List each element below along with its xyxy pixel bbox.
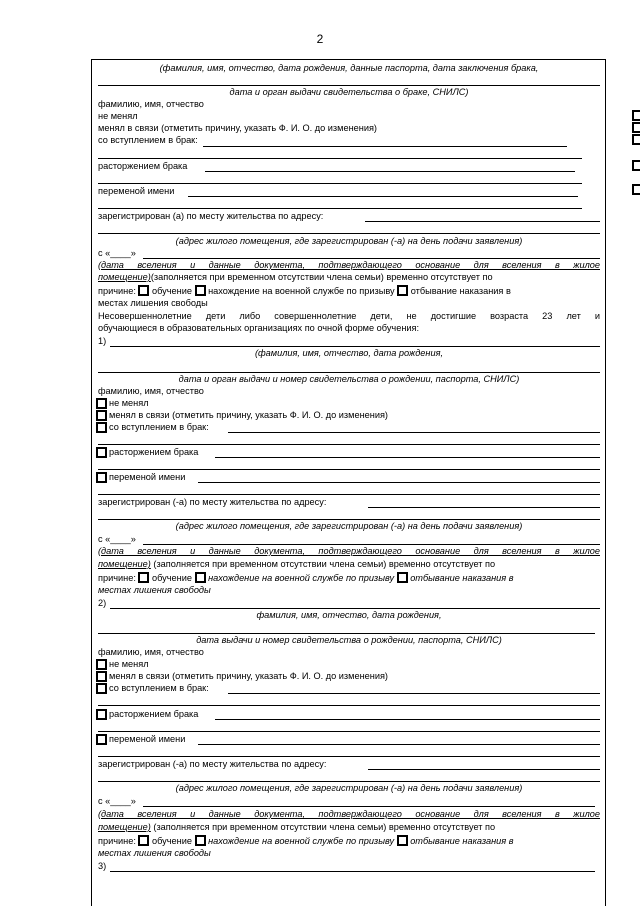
child1-marriage-checkbox[interactable] [96,422,107,433]
margin-checkbox[interactable] [632,160,640,171]
child1-fio-label: фамилию, имя, отчество [98,386,204,396]
spouse-divorce: расторжением брака [98,161,188,171]
child2-prison-checkbox[interactable] [397,835,408,846]
child1-name-change-field[interactable] [198,482,600,483]
spouse-cert-caption: дата и орган выдачи свидетельства о браке, СНИЛС) [229,87,469,97]
spouse-since: с «____» [98,248,136,258]
child2-prison: отбывание наказания в [410,836,514,846]
child1-changed-checkbox[interactable] [96,410,107,421]
child2-name-change: переменой имени [109,734,186,744]
child2-marriage-field[interactable] [228,693,600,694]
child1-number: 1) [98,336,107,346]
child2-absent-text: (заполняется при временном отсутствии члена семьи) временно отсутствует по [150,822,496,832]
child2-divorce: расторжением брака [109,709,199,719]
child2-marriage: со вступлением в брак: [109,683,209,693]
child1-study-checkbox[interactable] [138,572,149,583]
child1-address-field-2[interactable] [98,519,600,520]
child2-divorce-field[interactable] [215,719,600,720]
spouse-move-in-2: помещение) [98,272,151,282]
spouse-name-change-field-2[interactable] [98,208,582,209]
spouse-divorce-field[interactable] [205,171,575,172]
spouse-military-checkbox[interactable] [195,285,206,296]
child2-since: с «____» [98,796,136,806]
child1-fio-field-2[interactable] [98,372,600,373]
child1-prison-checkbox[interactable] [397,572,408,583]
spouse-name-change: переменой имени [98,186,175,196]
child2-not-changed-checkbox[interactable] [96,659,107,670]
child2-prison-2: местах лишения свободы [98,848,211,858]
child2-not-changed: не менял [109,659,149,669]
spouse-divorce-field-2[interactable] [98,183,582,184]
child1-divorce-field-2[interactable] [98,469,600,470]
spouse-study: обучение [152,286,192,296]
spouse-fio-label: фамилию, имя, отчество [98,99,204,109]
spouse-fio-line[interactable] [98,85,600,86]
child2-divorce-field-2[interactable] [98,731,600,732]
child1-since-field[interactable] [143,544,600,545]
child1-registered: зарегистрирован (-а) по месту жительства по адресу: [98,497,327,507]
child1-fio-caption: (фамилия, имя, отчество, дата рождения, [254,348,444,358]
child1-move-in: (дата вселения и данные документа, подтверждающего основание для вселения в жилое [98,546,600,556]
spouse-fio-caption: (фамилия, имя, отчество, дата рождения, данные паспорта, дата заключения брака, [159,63,539,73]
spouse-address-field-2[interactable] [98,233,600,234]
child2-study: обучение [152,836,192,846]
child1-name-change-checkbox[interactable] [96,472,107,483]
child3-fio-field[interactable] [110,871,595,872]
margin-checkbox[interactable] [632,134,640,145]
spouse-military: нахождение на военной службе по призыву [208,286,395,296]
child2-address-caption: (адрес жилого помещения, где зарегистрирован (-а) на день подачи заявления) [175,783,523,793]
spouse-study-checkbox[interactable] [138,285,149,296]
child2-number: 2) [98,598,107,608]
child2-name-change-field-2[interactable] [98,756,600,757]
spouse-registered: зарегистрирован (а) по месту жительства по адресу: [98,211,324,221]
child1-not-changed-checkbox[interactable] [96,398,107,409]
child1-not-changed: не менял [109,398,149,408]
spouse-prison: отбывание наказания в [410,286,511,296]
child1-cert-caption: дата и орган выдачи и номер свидетельства о рождении, паспорта, СНИЛС) [178,374,520,384]
spouse-reason: причине: [98,286,136,296]
child2-marriage-checkbox[interactable] [96,683,107,694]
spouse-name-change-field[interactable] [188,196,578,197]
child2-study-checkbox[interactable] [138,835,149,846]
child1-address-field[interactable] [368,507,600,508]
child2-fio-field-2[interactable] [98,633,595,634]
child1-military: нахождение на военной службе по призыву [208,573,395,583]
child1-prison: отбывание наказания в [410,573,514,583]
child1-study: обучение [152,573,192,583]
margin-checkbox[interactable] [632,110,640,121]
page-number: 2 [316,32,324,46]
child2-fio-label: фамилию, имя, отчество [98,647,204,657]
child1-marriage: со вступлением в брак: [109,422,209,432]
spouse-address-caption: (адрес жилого помещения, где зарегистрирован (-а) на день подачи заявления) [175,236,523,246]
child1-absent-text: (заполняется при временном отсутствии члена семьи) временно отсутствует по [150,559,496,569]
child2-fio-caption: фамилия, имя, отчество, дата рождения, [256,610,442,620]
child2-address-field-2[interactable] [98,781,600,782]
child1-reason: причине: [98,573,136,583]
child2-fio-field[interactable] [110,608,600,609]
child2-military-checkbox[interactable] [195,835,206,846]
child2-registered: зарегистрирован (-а) по месту жительства по адресу: [98,759,327,769]
spouse-since-field[interactable] [143,258,600,259]
spouse-not-changed: не менял [98,111,138,121]
spouse-marriage-field[interactable] [203,146,567,147]
child1-divorce-field[interactable] [215,457,600,458]
child1-name-change: переменой имени [109,472,186,482]
child1-military-checkbox[interactable] [195,572,206,583]
child2-divorce-checkbox[interactable] [96,709,107,720]
spouse-marriage-field-2[interactable] [98,158,582,159]
child1-move-in-2: помещение) [98,559,151,569]
margin-checkbox[interactable] [632,122,640,133]
child1-name-change-field-2[interactable] [98,494,600,495]
spouse-changed-due: менял в связи (отметить причину, указать Ф. И. О. до изменения) [98,123,377,133]
child1-changed-due: менял в связи (отметить причину, указать Ф. И. О. до изменения) [109,410,388,420]
spouse-address-field[interactable] [365,221,600,222]
spouse-move-in: (дата вселения и данные документа, подтверждающего основание для вселения в жилое [98,260,600,270]
child2-marriage-field-2[interactable] [98,705,600,706]
spouse-prison-2: местах лишения свободы [98,298,208,308]
margin-checkbox[interactable] [632,184,640,195]
minors-intro-2: обучающиеся в образовательных организациях по очной форме обучения: [98,323,420,333]
child2-changed-checkbox[interactable] [96,671,107,682]
spouse-absent-text: (заполняется при временном отсутствии члена семьи) временно отсутствует по [150,272,493,282]
child1-divorce: расторжением брака [109,447,199,457]
child2-address-field[interactable] [368,769,600,770]
child1-marriage-field[interactable] [228,432,600,433]
child1-prison-2: местах лишения свободы [98,585,211,595]
child2-cert-caption: дата выдачи и номер свидетельства о рождении, паспорта, СНИЛС) [196,635,502,645]
child2-since-field[interactable] [143,806,595,807]
child1-address-caption: (адрес жилого помещения, где зарегистрирован (-а) на день подачи заявления) [175,521,523,531]
child2-move-in: (дата вселения и данные документа, подтверждающего основание для вселения в жилое [98,809,600,819]
child1-marriage-field-2[interactable] [98,444,600,445]
spouse-prison-checkbox[interactable] [397,285,408,296]
child2-changed-due: менял в связи (отметить причину, указать Ф. И. О. до изменения) [109,671,388,681]
child1-divorce-checkbox[interactable] [96,447,107,458]
spouse-marriage: со вступлением в брак: [98,135,198,145]
child2-name-change-field[interactable] [198,744,600,745]
child3-number: 3) [98,861,107,871]
child2-reason: причине: [98,836,136,846]
minors-intro: Несовершеннолетние дети либо совершеннолетние дети, не достигшие возраста 23 лет и [98,311,600,321]
child2-move-in-2: помещение) [98,822,151,832]
child1-since: с «____» [98,534,136,544]
child2-name-change-checkbox[interactable] [96,734,107,745]
child1-fio-field[interactable] [110,346,600,347]
child2-military: нахождение на военной службе по призыву [208,836,395,846]
